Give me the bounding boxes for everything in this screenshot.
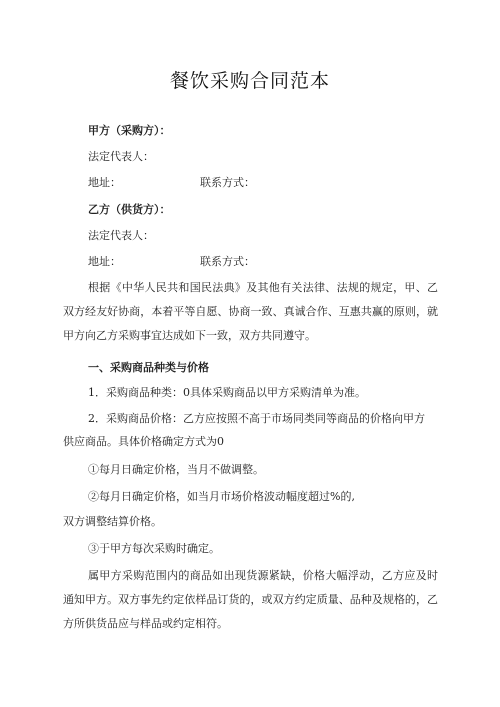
section1-item2-line1: 2．采购商品价格：乙方应按照不高于市场同类同等商品的价格向甲方 bbox=[88, 412, 425, 425]
preamble-paragraph: 根据《中华人民共和国民法典》及其他有关法律、法规的规定，甲、乙双方经友好协商，本着平等自愿、协商一致、真诚合作、互惠共赢的原则，就甲方向乙方采购事宜达成如下一致，双方共同遵守。 bbox=[63, 281, 438, 342]
party-b-address-row bbox=[88, 255, 255, 269]
section1-heading: 一、采购商品种类与价格 bbox=[88, 361, 209, 374]
section1-item2-line2: 供应商品。具体价格确定方式为0 bbox=[63, 435, 224, 448]
party-a-address-row bbox=[88, 176, 255, 190]
party-b-representative-label: 法定代表人： bbox=[88, 229, 154, 242]
party-b-contact-label: 联系方式： bbox=[200, 255, 255, 268]
price-option2-line2: 双方调整结算价格。 bbox=[63, 515, 162, 528]
section1-closing-paragraph: 属甲方采购范围内的商品如出现货源紧缺，价格大幅浮动，乙方应及时通知甲方。双方事先约定依样品订货的，或双方约定质量、品种及规格的，乙方所供货品应与样品或约定相符。 bbox=[63, 569, 438, 630]
party-a-representative-label: 法定代表人： bbox=[88, 150, 154, 163]
price-option2-line1: ②每月日确定价格，如当月市场价格波动幅度超过%的, bbox=[88, 490, 355, 503]
party-a-address-label: 地址： bbox=[88, 176, 121, 189]
section1-item1: 1．采购商品种类：0具体采购商品以甲方采购清单为准。 bbox=[88, 386, 366, 399]
price-option3: ③于甲方每次采购时确定。 bbox=[88, 542, 220, 555]
party-b-heading: 乙方（供货方）： bbox=[88, 203, 171, 216]
document-title: 餐饮采购合同范本 bbox=[169, 70, 330, 92]
party-b-address-label: 地址： bbox=[88, 255, 121, 268]
party-a-contact-label: 联系方式： bbox=[200, 176, 255, 189]
price-option1: ①每月日确定价格，当月不做调整。 bbox=[88, 463, 264, 476]
party-a-heading: 甲方（采购方）： bbox=[88, 124, 171, 137]
